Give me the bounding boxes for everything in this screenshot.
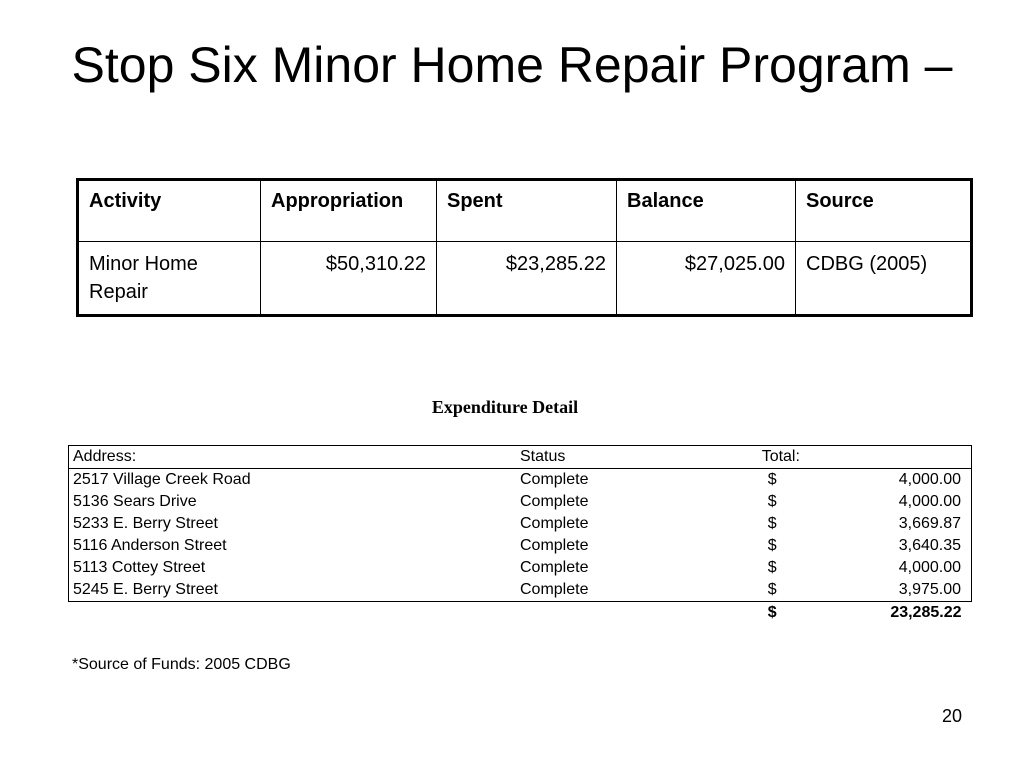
detail-address-cell: 5136 Sears Drive	[69, 491, 517, 513]
header-appropriation: Appropriation	[261, 180, 437, 242]
detail-status-cell: Complete	[520, 537, 589, 554]
total-amount: 23,285.22	[890, 604, 962, 621]
cell-appropriation: $50,310.22	[261, 242, 437, 316]
detail-address-cell: 2517 Village Creek Road	[69, 469, 517, 492]
detail-amount-cell: 3,640.35	[818, 535, 972, 557]
detail-currency-cell: $	[767, 515, 777, 532]
header-balance: Balance	[617, 180, 796, 242]
detail-amount-cell: 3,669.87	[818, 513, 972, 535]
table-row	[69, 469, 972, 492]
table-row	[69, 557, 972, 579]
funding-source-footnote: *Source of Funds: 2005 CDBG	[72, 656, 291, 673]
page-number: 20	[941, 706, 962, 726]
expenditure-detail-title: Expenditure Detail	[431, 397, 579, 417]
detail-total-row	[69, 602, 972, 625]
detail-header-total: Total:	[758, 446, 972, 469]
summary-header-row	[78, 180, 972, 242]
detail-status-cell: Complete	[520, 515, 589, 532]
detail-currency-cell: $	[758, 579, 818, 602]
detail-header-row	[69, 446, 972, 469]
detail-header-status: Status	[516, 446, 758, 469]
header-activity: Activity	[78, 180, 261, 242]
detail-currency-cell: $	[767, 471, 777, 488]
header-spent: Spent	[437, 180, 617, 242]
summary-data-row	[78, 242, 972, 316]
detail-address-cell: 5116 Anderson Street	[69, 535, 517, 557]
detail-address-cell: 5113 Cottey Street	[69, 557, 517, 579]
detail-amount-cell: 3,975.00	[818, 579, 972, 602]
detail-currency-cell: $	[767, 559, 777, 576]
detail-amount-cell: 4,000.00	[818, 557, 972, 579]
total-spacer	[516, 602, 758, 625]
summary-table	[76, 178, 973, 317]
total-currency: $	[767, 604, 777, 621]
detail-status-cell: Complete	[520, 559, 589, 576]
total-spacer	[69, 602, 517, 625]
detail-header-address: Address:	[69, 446, 517, 469]
detail-address-cell: 5233 E. Berry Street	[69, 513, 517, 535]
cell-spent: $23,285.22	[437, 242, 617, 316]
table-row	[69, 535, 972, 557]
table-row	[69, 579, 972, 602]
expenditure-detail-table	[68, 445, 972, 624]
table-row	[69, 491, 972, 513]
cell-balance: $27,025.00	[617, 242, 796, 316]
cell-activity: Minor Home Repair	[78, 242, 261, 316]
detail-address-cell: 5245 E. Berry Street	[69, 579, 517, 602]
detail-status-cell: Complete	[516, 579, 758, 602]
detail-status-cell: Complete	[520, 493, 589, 510]
detail-currency-cell: $	[767, 493, 777, 510]
header-source: Source	[796, 180, 972, 242]
table-row	[69, 513, 972, 535]
detail-amount-cell: 4,000.00	[818, 491, 972, 513]
detail-amount-cell: 4,000.00	[818, 469, 972, 492]
cell-source: CDBG (2005)	[796, 242, 972, 316]
detail-status-cell: Complete	[520, 471, 589, 488]
detail-currency-cell: $	[767, 537, 777, 554]
slide-title: Stop Six Minor Home Repair Program –	[71, 37, 953, 93]
